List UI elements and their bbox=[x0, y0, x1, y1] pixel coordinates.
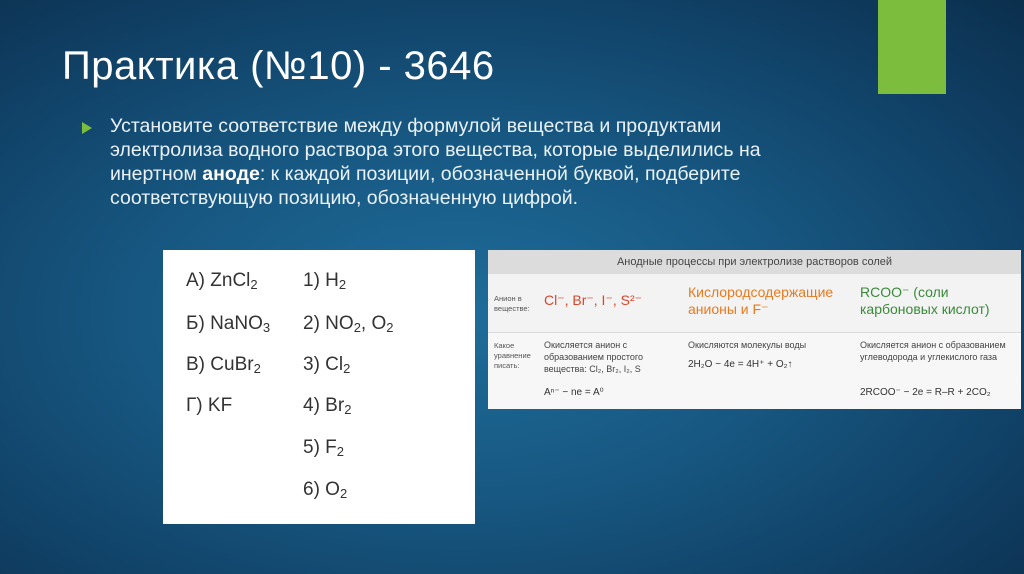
bullet-text-part: : к каждой позиции, обозначенной буквой, подберите соответствующую позицию, обозначенную цифрой. bbox=[110, 163, 741, 209]
desc-cell: Окисляется анион с образованием углеводорода и углекислого газа bbox=[860, 340, 1006, 362]
task-card bbox=[163, 250, 475, 524]
product-item: 1) $H_2$ bbox=[303, 270, 347, 292]
row-label: Анион в веществе: bbox=[494, 294, 530, 313]
table-row bbox=[488, 274, 1021, 332]
product-item: 2) $NO_2$, $O_2$ bbox=[303, 313, 394, 335]
anion-cell: RCOO⁻ (соли карбоновых кислот) bbox=[860, 284, 990, 317]
product-item: 6) $O_2$ bbox=[303, 479, 348, 501]
reference-table bbox=[488, 250, 1021, 408]
anion-cell: Кислородсодержащие анионы и F⁻ bbox=[688, 284, 834, 317]
product-item: 5) $F_2$ bbox=[303, 437, 345, 459]
bullet-text-bold: аноде bbox=[202, 163, 260, 185]
equation-cell: Aⁿ⁻ − ne = A⁰ bbox=[544, 387, 604, 398]
anion-cell: Cl⁻, Br⁻, I⁻, S²⁻ bbox=[544, 292, 643, 308]
equation-cell: 2H₂O − 4e = 4H⁺ + O₂↑ bbox=[688, 359, 793, 370]
substance-item: Б) NaNO$_3$ bbox=[186, 313, 271, 335]
row-label: Какое уравнение писать: bbox=[494, 341, 531, 370]
table-row bbox=[488, 332, 1021, 409]
bullet-arrow-icon bbox=[82, 122, 92, 134]
accent-bar bbox=[878, 0, 946, 94]
substance-item: Г) KF bbox=[186, 395, 233, 416]
desc-cell: Окисляются молекулы воды bbox=[688, 340, 807, 350]
substance-item: В) CuBr$_2$ bbox=[186, 354, 261, 376]
bullet-text-part: Установите соответствие между формулой вещества и продуктами электролиза водного раствора этого вещества, которые выделились на инертном bbox=[110, 115, 761, 185]
slide-title: Практика (№10) - 3646 bbox=[62, 44, 495, 88]
table-header: Анодные процессы при электролизе растворов солей bbox=[488, 250, 1021, 274]
bullet-text bbox=[110, 114, 802, 210]
substance-item: А) ZnCl$_2$ bbox=[186, 270, 258, 292]
bullet-item bbox=[82, 114, 802, 210]
desc-cell: Окисляется анион с образованием простого вещества: Cl₂, Br₂, I₂, S bbox=[544, 340, 643, 374]
product-item: 3) $Cl_2$ bbox=[303, 354, 351, 376]
equation-cell: 2RCOO⁻ − 2e = R–R + 2CO₂ bbox=[860, 387, 991, 398]
product-item: 4) $Br_2$ bbox=[303, 395, 352, 417]
